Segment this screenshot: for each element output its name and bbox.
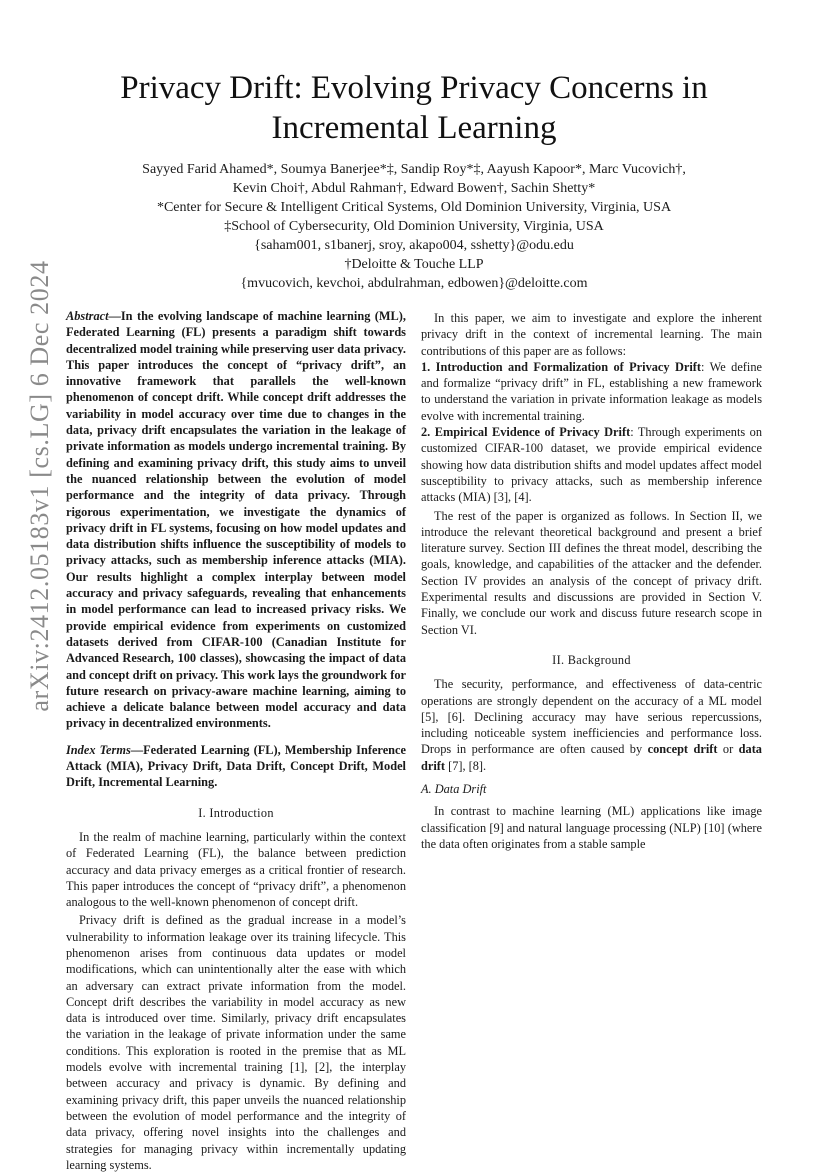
intro-paragraph-3: In this paper, we aim to investigate and explore the inherent privacy drift in the context of incremental learning. The main contributions of this paper are as follows: xyxy=(421,311,762,358)
author-list-line-2: Kevin Choi†, Abdul Rahman†, Edward Bowen†, Sachin Shetty* xyxy=(232,181,596,196)
contribution-1 xyxy=(421,359,762,424)
abstract-text: —In the evolving landscape of machine learning (ML), Federated Learning (FL) presents a paradigm shift towards decentralized model training while preserving user data privacy. This paper introduces the concept of “privacy drift”, an innovative framework that parallels the well-known phenomenon of concept drift. While concept drift addresses the variability in model accuracy over time due to changes in the data, privacy drift encapsulates the variation in the leakage of private information as models undergo incremental training. By defining and examining privacy drift, this study aims to unveil the nuanced relationship between the evolution of model performance and the integrity of data privacy. Through rigorous experimentation, we investigate the dynamics of privacy drift in FL systems, focusing on how model updates and data distribution shifts influence the susceptibility of models to privacy attacks, such as membership inference attacks (MIA). Our results highlight a complex interplay between model accuracy and privacy safeguards, revealing that enhancements in model performance can lead to increased privacy risks. We provide empirical evidence from experiments on customized datasets derived from CIFAR-100 (Canadian Institute for Advanced Research, 100 classes), showcasing the impact of data and concept drift on privacy. This work lays the groundwork for future research on privacy-aware machine learning, aiming to achieve a delicate balance between model accuracy and data privacy in decentralized environments. xyxy=(66,309,406,731)
title-line-2: Incremental Learning xyxy=(271,110,557,146)
author-list-line-1: Sayyed Farid Ahamed*, Soumya Banerjee*‡, Sandip Roy*‡, Aayush Kapoor*, Marc Vucovich†, xyxy=(142,162,686,177)
email-odu: {saham001, s1banerj, sroy, akapo004, sshetty}@odu.edu xyxy=(254,238,574,253)
arxiv-identifier-text: arXiv:2412.05183v1 [cs.LG] 6 Dec 2024 xyxy=(25,259,54,712)
affiliation-deloitte: †Deloitte & Touche LLP xyxy=(344,257,484,272)
index-terms-label: Index Terms xyxy=(66,742,131,757)
section-heading-introduction: I. Introduction xyxy=(198,805,274,820)
contribution-2 xyxy=(421,424,762,505)
section-heading-background: II. Background xyxy=(552,652,631,667)
contribution-2-title: 2. Empirical Evidence of Privacy Drift xyxy=(421,425,631,440)
background-text-or: or xyxy=(717,742,739,757)
background-paragraph-1 xyxy=(421,676,762,774)
subsection-heading-data-drift: A. Data Drift xyxy=(421,782,487,797)
right-column xyxy=(421,308,762,852)
index-terms xyxy=(66,742,406,791)
email-deloitte: {mvucovich, kevchoi, abdulrahman, edbowen}@deloitte.com xyxy=(240,276,588,291)
paper-title xyxy=(60,68,768,148)
affiliation-odu-center: *Center for Secure & Intelligent Critical Systems, Old Dominion University, Virginia, USA xyxy=(156,200,672,215)
contribution-2-text: : Through experiments on customized CIFAR-100 dataset, we provide empirical evidence showing how data distribution shifts and model updates affect model susceptibility to privacy attacks, such as membership inference attacks (MIA) [3], [4]. xyxy=(421,425,762,505)
index-terms-text: —Federated Learning (FL), Membership Inference Attack (MIA), Privacy Drift, Data Drift, Concept Drift, Model Drift, Incremental Learning. xyxy=(66,742,406,790)
title-line-1: Privacy Drift: Evolving Privacy Concerns in xyxy=(120,70,708,106)
contribution-1-text: : We define and formalize “privacy drift” in FL, establishing a new framework to understand the variation in private information leakage as models evolve with incremental training. xyxy=(421,359,762,423)
intro-paragraph-2: Privacy drift is defined as the gradual increase in a model’s vulnerability to information leakage over its training lifecycle. This phenomenon arises from continuous data updates or model modifications, which can unintentionally alter the ease with which an adversary can extract private information from the model. Concept drift describes the variability in model accuracy as new data is introduced over time. Similarly, privacy drift encapsulates the variation in the leakage of private information under the same conditions. This exploration is rooted in the premise that as ML models evolve with incremental training [1], [2], the interplay between accuracy and privacy is dynamic. By defining and examining privacy drift, this paper unveils the nuanced relationship between the evolution of model performance and the integrity of data privacy, offering novel insights into the challenges and strategies for managing privacy within incrementally updating learning systems. xyxy=(66,913,406,1172)
author-block xyxy=(60,160,768,293)
abstract xyxy=(66,308,406,732)
left-column xyxy=(66,308,406,1173)
arxiv-identifier-stamp xyxy=(20,259,60,712)
contribution-1-title: 1. Introduction and Formalization of Privacy Drift xyxy=(421,359,702,374)
concept-drift-term: concept drift xyxy=(647,742,718,757)
background-text-citation: [7], [8]. xyxy=(445,758,487,773)
abstract-label: Abstract xyxy=(66,309,109,323)
background-text-a: The security, performance, and effectiveness of data-centric operations are strongly dependent on the accuracy of a ML model [5], [6]. Declining accuracy may have serious repercussions, including noticeable system inefficiencies and performance loss. Drops in performance are often caused by xyxy=(421,677,762,757)
affiliation-odu-school: ‡School of Cybersecurity, Old Dominion University, Virginia, USA xyxy=(224,219,604,234)
intro-paragraph-1: In the realm of machine learning, particularly within the context of Federated Learning (FL), the balance between prediction accuracy and data privacy emerges as a critical frontier of research. This paper introduces the concept of “privacy drift”, a phenomenon analogous to the well-known phenomenon of concept drift. xyxy=(66,829,406,910)
intro-paragraph-4: The rest of the paper is organized as follows. In Section II, we introduce the relevant theoretical background and present a brief literature survey. Section III defines the threat model, describing the goals, knowledge, and capabilities of the attacker and the defender. Section IV provides an analysis of the concept of privacy drift. Experimental results and discussions are provided in Section V. Finally, we conclude our work and discuss future research scope in Section VI. xyxy=(421,508,762,637)
data-drift-paragraph: In contrast to machine learning (ML) applications like image classification [9] and natural language processing (NLP) [10] (where the data often originates from a stable sample xyxy=(421,804,762,851)
data-drift-term: data drift xyxy=(421,742,762,773)
